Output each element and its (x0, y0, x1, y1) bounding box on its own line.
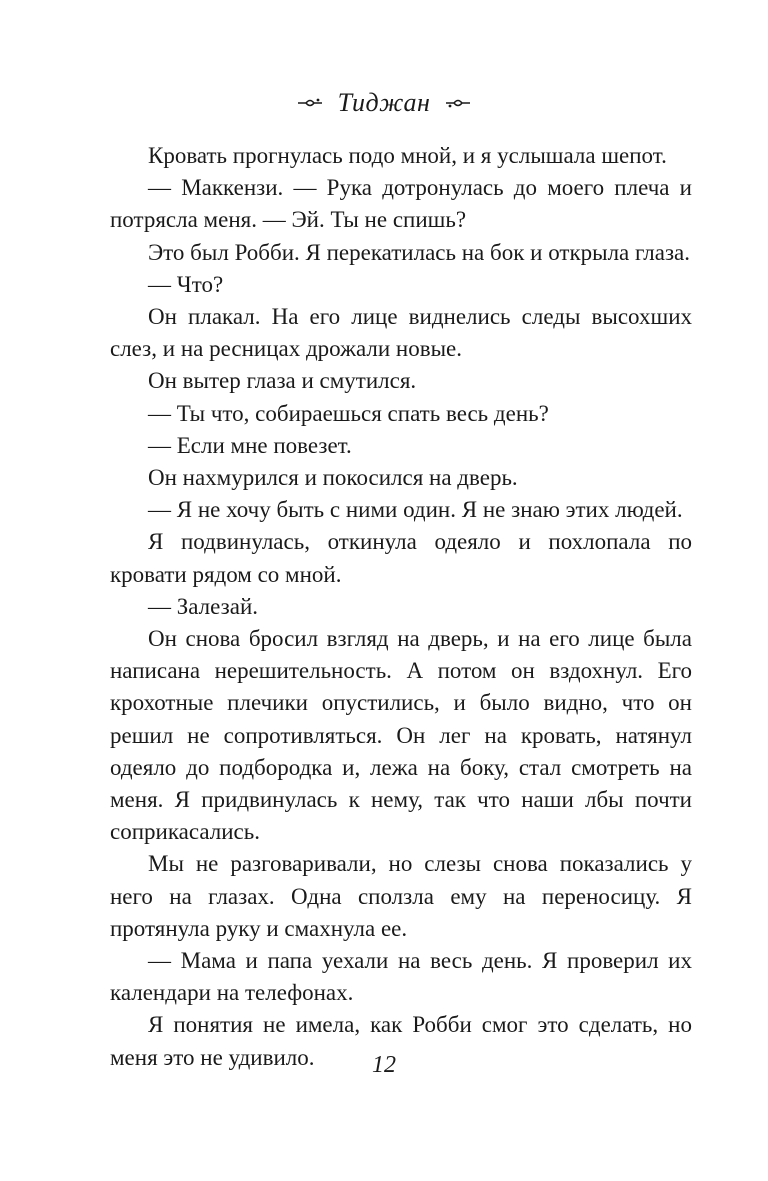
paragraph: — Маккензи. — Рука дотронулась до моего плеча и потрясла меня. — Эй. Ты не спишь? (110, 175, 692, 233)
paragraph: Он плакал. На его лице виднелись следы высохших слез, и на ресницах дрожали новые. (110, 304, 692, 362)
paragraph: Это был Робби. Я перекатилась на бок и открыла глаза. (148, 239, 691, 265)
running-head-title: Тиджан (337, 88, 431, 117)
paragraph: Он снова бросил взгляд на дверь, и на его лице была написана нерешительность. А потом он вздохнул. Его крохотные плечики опустились, и было видно, что он решил не сопротивляться. Он лег на кровать, натянул одеяло до подбородка и, лежа на боку, стал смотреть на меня. Я придвинулась к нему, так что наши лбы почти соприкасались. (110, 626, 692, 845)
page-number: 12 (372, 1052, 396, 1078)
paragraph: Я понятия не имела, как Робби смог это сделать, но меня это не удивило. (110, 1012, 692, 1070)
paragraph: — Ты что, собираешься спать весь день? (148, 400, 549, 426)
flourish-left-icon (296, 96, 324, 110)
paragraph: — Я не хочу быть с ними один. Я не знаю этих людей. (148, 497, 683, 523)
paragraph: Мы не разговаривали, но слезы снова показались у него на глазах. Одна сползла ему на переносицу. Я протянула руку и смахнула ее. (110, 851, 692, 941)
flourish-right-icon (444, 96, 472, 110)
paragraph: Я подвинулась, откинула одеяло и похлопала по кровати рядом со мной. (110, 529, 692, 587)
paragraph: — Залезай. (148, 593, 259, 619)
running-head (0, 88, 768, 128)
paragraph: Он нахмурился и покосился на дверь. (148, 465, 518, 491)
paragraph: — Мама и папа уехали на весь день. Я проверил их календари на телефонах. (110, 948, 692, 1006)
paragraph: — Что? (148, 271, 224, 297)
paragraph: Кровать прогнулась подо мной, и я услышала шепот. (148, 143, 667, 168)
body-text (110, 140, 692, 1074)
paragraph: Он вытер глаза и смутился. (148, 368, 417, 394)
paragraph: — Если мне повезет. (148, 432, 352, 458)
